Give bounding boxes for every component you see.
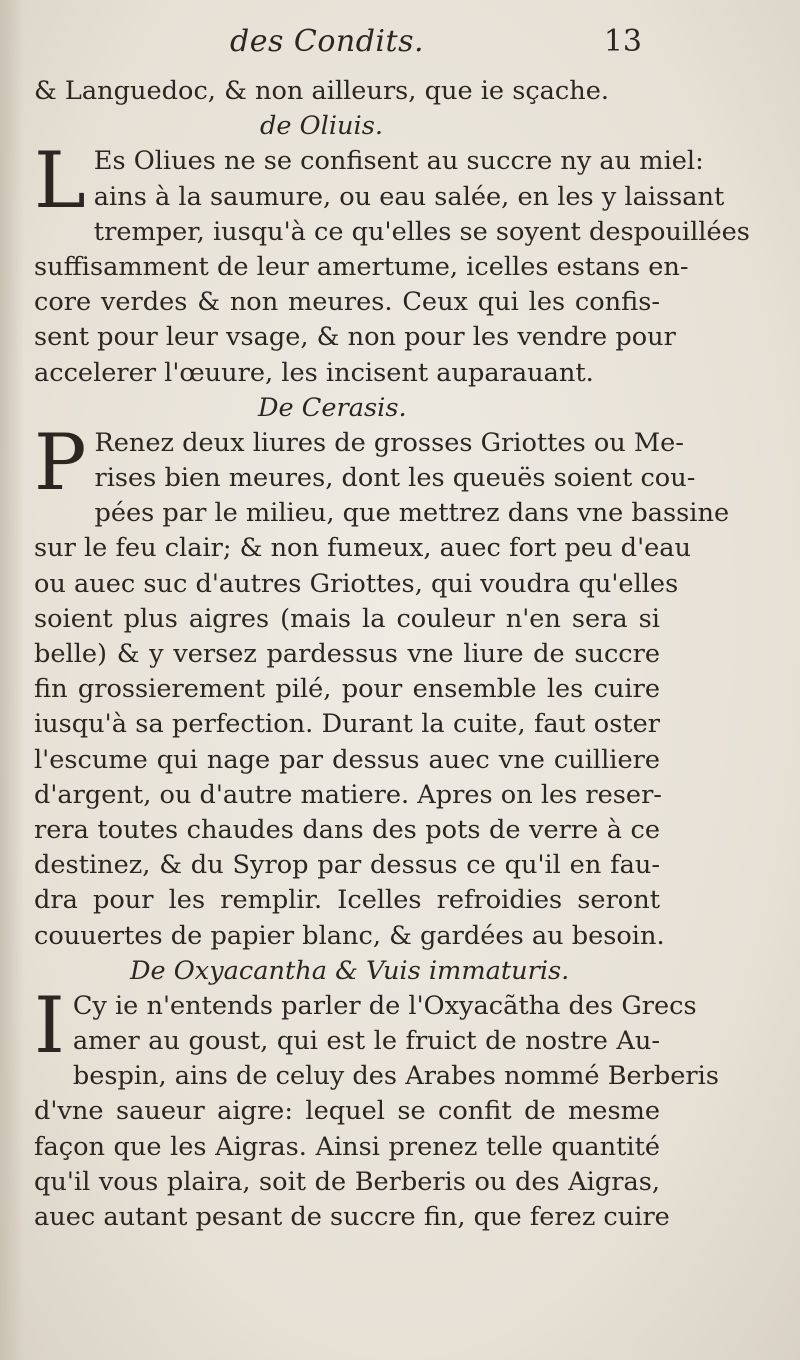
text-line: auec autant pesant de succre fin, que ferez cuire	[34, 1202, 670, 1232]
text-line: suffisamment de leur amertume, icelles estans en-	[34, 251, 689, 282]
text-line: dra pour les remplir. Icelles refroidies seront	[34, 885, 660, 916]
page-number: 13	[603, 24, 642, 59]
text-line: destinez, & du Syrop par dessus ce qu'il en fau-	[34, 850, 660, 881]
text-line: l'escume qui nage par dessus auec vne cuilliere	[34, 744, 660, 775]
text-line: belle) & y versez pardessus vne liure de succre	[34, 639, 660, 669]
text-line: core verdes & non meures. Ceux qui les confis-	[34, 287, 660, 318]
section-heading-berberis: De Oxyacantha & Vuis immaturis.	[130, 955, 570, 986]
text-line: accelerer l'œuure, les incisent auparauant.	[34, 357, 594, 388]
section-heading-cherries: De Cerasis.	[258, 392, 407, 423]
text-line: amer au goust, qui est le fruict de nostre Au-	[72, 1026, 660, 1057]
text-block	[34, 74, 750, 1235]
text-line: sent pour leur vsage, & non pour les vendre pour	[34, 322, 676, 353]
text-line: soient plus aigres (mais la couleur n'en sera si	[34, 603, 660, 634]
running-title: des Condits.	[230, 24, 425, 59]
text-line: qu'il vous plaira, soit de Berberis ou des Aigras,	[34, 1166, 660, 1197]
text-line: bespin, ains de celuy des Arabes nommé Berberis	[72, 1061, 719, 1092]
paragraph-olives	[34, 136, 750, 390]
paragraph-cherries	[34, 417, 730, 954]
page-header	[0, 18, 800, 68]
text-line: sur le feu clair; & non fumeux, auec fort peu d'eau	[34, 533, 691, 564]
text-line: Cy ie n'entends parler de l'Oxyacãtha des Grecs	[72, 990, 697, 1021]
text-line: Renez deux liures de grosses Griottes ou Me-	[94, 427, 684, 458]
text-line: & Languedoc, & non ailleurs, que ie sçache.	[34, 76, 610, 106]
text-line: ains à la saumure, ou eau salée, en les y laissant	[93, 181, 725, 212]
paragraph-berberis	[34, 980, 719, 1235]
text-line: pées par le milieu, que mettrez dans vne bassine	[94, 498, 730, 529]
section-heading-olives: de Oliuis.	[260, 111, 383, 142]
text-line: ou auec suc d'autres Griottes, qui voudra qu'elles	[34, 568, 679, 599]
text-line: fin grossierement pilé, pour ensemble les cuire	[34, 674, 660, 705]
text-line: couuertes de papier blanc, & gardées au besoin.	[34, 920, 665, 951]
text-line: d'vne saueur aigre: lequel se confit de mesme	[34, 1096, 660, 1127]
text-line: Es Oliues ne se confisent au succre ny au miel:	[93, 146, 704, 177]
page-gutter-shadow	[0, 0, 24, 1360]
text-line: iusqu'à sa perfection. Durant la cuite, faut oster	[34, 709, 660, 740]
text-line: rera toutes chaudes dans des pots de verre à ce	[34, 814, 660, 845]
drop-cap-letter: L	[34, 136, 86, 227]
text-line: rises bien meures, dont les queuës soient cou-	[94, 463, 696, 494]
text-line: tremper, iusqu'à ce qu'elles se soyent despouillées	[93, 216, 750, 247]
text-line: façon que les Aigras. Ainsi prenez telle quantité	[34, 1131, 660, 1162]
drop-cap-letter: I	[34, 980, 65, 1071]
drop-cap-letter: P	[34, 417, 87, 508]
text-line: d'argent, ou d'autre matiere. Apres on les reser-	[34, 779, 662, 810]
